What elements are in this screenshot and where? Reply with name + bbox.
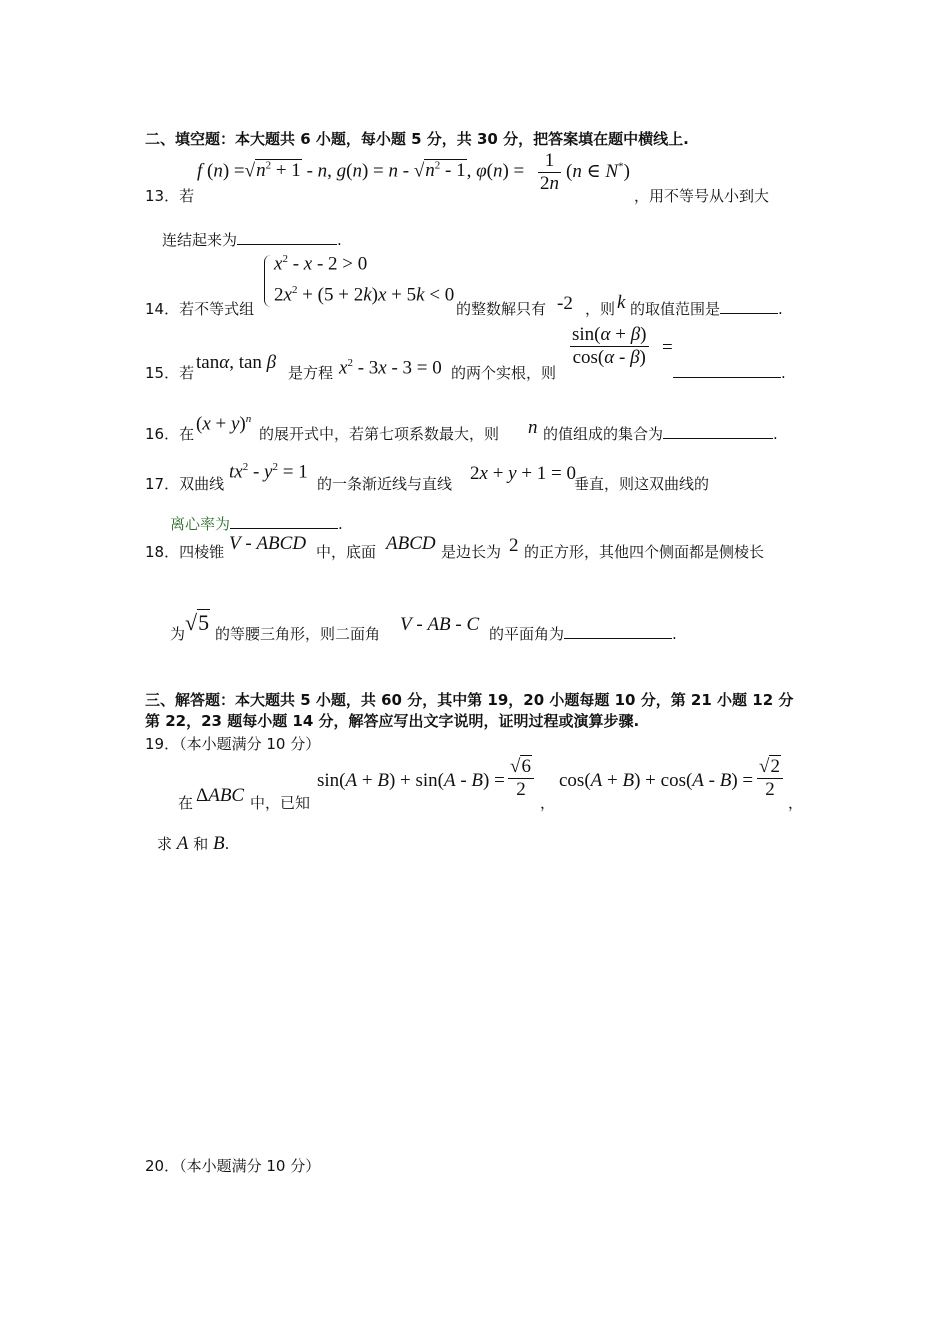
q19-ask <box>157 833 229 855</box>
q18-pyramid: V - ABCD <box>229 533 307 554</box>
q17-line2 <box>170 513 343 534</box>
q14-value: -2 <box>557 293 573 314</box>
q14-suffix-text: 的取值范围是 <box>630 300 721 318</box>
q19-eq1: sin(A + B) + sin(A - B) = <box>317 770 505 791</box>
q17-suffix: 垂直，则这双曲线的 <box>574 475 710 493</box>
q18-base: ABCD <box>386 533 436 554</box>
q16-suffix2 <box>543 423 778 444</box>
q19-mid: 中，已知 <box>250 794 311 812</box>
q14-end: . <box>778 300 783 318</box>
q15-equals: = <box>662 337 673 358</box>
q15-fraction: $\frac{\sin(\alpha + \beta)}{\cos(\alpha - \beta)}$ <box>572 324 647 368</box>
q18-answer-blank[interactable] <box>564 623 672 639</box>
q18-line2c <box>489 623 677 644</box>
section3-heading-line2 <box>145 710 639 731</box>
q13-formula: f $(n) =√n^2 + 1 - n$, $g(n) = n - √n^2 - 1$, φ(n) = <box>197 160 525 182</box>
q16-n: n <box>528 417 538 438</box>
q14-brace <box>264 255 271 307</box>
q19-prefix: 在 <box>178 794 194 812</box>
q18-end: . <box>672 625 677 643</box>
q19-ask-and: 和 <box>193 835 209 853</box>
q18-two: 2 <box>509 535 519 556</box>
q13-suffix: ，用不等号从小到大 <box>634 187 770 205</box>
q19-comma1: ， <box>540 794 556 812</box>
q19-triangle: ΔABC <box>196 785 245 806</box>
q13-end: . <box>337 231 342 249</box>
q16-suffix2-text: 的值组成的集合为 <box>543 425 664 443</box>
q17-number: 17．双曲线 <box>145 475 225 493</box>
q15-end: . <box>781 364 786 382</box>
q14-ineq1: $x^2 - x - 2 > 0$ <box>274 253 368 275</box>
q17-line: 2x + y + 1 = 0 <box>470 463 577 484</box>
q16-binomial: $(x + y)^n$ <box>196 413 252 435</box>
section3-heading-line2-text: 第 22，23 题每小题 14 分，解答应写出文字说明，证明过程或演算步骤 <box>145 712 634 730</box>
q15-answer <box>673 362 786 382</box>
q16-answer-blank[interactable] <box>663 423 773 439</box>
q19-title: 19．（本小题满分 10 分） <box>145 735 321 753</box>
q18-suffix: 的正方形，其他四个侧面都是侧棱长 <box>524 543 765 561</box>
q19-ask-A: A <box>176 833 189 854</box>
q13-line2-text: 连结起来为 <box>162 231 238 249</box>
q19-ask-B: B <box>212 833 225 854</box>
q19-eq1-fraction: $\frac{√6}{2}$ <box>508 756 534 801</box>
q18-line2b: 的等腰三角形，则二面角 <box>215 625 381 643</box>
q15-answer-blank[interactable] <box>673 362 781 378</box>
q13-fraction: $\frac{1}{2n}$ <box>540 150 559 194</box>
q18-mid1: 中，底面 <box>316 543 377 561</box>
q17-answer-blank[interactable] <box>230 513 338 529</box>
q14-k: k <box>617 292 626 313</box>
section3-heading-period: . <box>633 712 640 730</box>
q14-answer-blank[interactable] <box>720 298 778 314</box>
q18-line2a: 为 <box>170 625 186 643</box>
q13-number: 13．若 <box>145 187 195 205</box>
section2-heading-text: 二、填空题：本大题共 6 小题，每小题 5 分，共 30 分，把答案填在题中横线上 <box>145 130 684 148</box>
q15-mid: 是方程 <box>288 364 334 382</box>
q15-roots: tanα, tan β <box>196 352 277 373</box>
q14-number: 14．若不等式组 <box>145 300 255 318</box>
q13-domain: (n ∈ N*) <box>566 160 630 182</box>
q16-suffix1: 的展开式中，若第七项系数最大，则 <box>259 425 500 443</box>
q15-suffix: 的两个实根，则 <box>451 364 557 382</box>
q19-ask-prefix: 求 <box>157 835 173 853</box>
q19-comma2: ， <box>788 794 804 812</box>
section3-heading-line1: 三、解答题：本大题共 5 小题，共 60 分，其中第 19，20 小题每题 10 分，第 21 小题 12 分 <box>145 691 794 709</box>
q18-line2c-text: 的平面角为 <box>489 625 565 643</box>
q14-suffix <box>630 298 783 319</box>
q16-number: 16．在 <box>145 425 195 443</box>
section2-heading-period: . <box>683 130 689 148</box>
q20-title: 20．（本小题满分 10 分） <box>145 1157 321 1175</box>
q19-eq2-fraction: $\frac{√2}{2}$ <box>757 756 783 801</box>
q19-ask-end: . <box>224 835 230 853</box>
q14-ineq2: $2x^2 + (5 + 2k)x + 5k < 0$ <box>274 284 455 306</box>
q19-eq2: cos(A + B) + cos(A - B) = <box>559 770 754 791</box>
q17-mid: 的一条渐近线与直线 <box>317 475 453 493</box>
q17-end: . <box>338 515 343 533</box>
q18-number: 18．四棱锥 <box>145 543 225 561</box>
q17-hyperbola: $tx^2 - y^2 = 1$ <box>229 461 308 483</box>
q14-mid: 的整数解只有 <box>456 300 547 318</box>
section2-heading <box>145 128 689 149</box>
q15-equation: $x^2 - 3x - 3 = 0$ <box>339 357 442 379</box>
q18-sqrt5: √5 <box>185 610 210 635</box>
q18-mid2: 是边长为 <box>441 543 502 561</box>
q16-end: . <box>773 425 778 443</box>
q13-line2 <box>162 229 342 250</box>
q18-dihedral: V - AB - C <box>400 614 480 635</box>
q15-number: 15．若 <box>145 364 195 382</box>
q17-line2-text: 离心率为 <box>170 515 231 533</box>
q14-then: ，则 <box>585 300 616 318</box>
q13-answer-blank[interactable] <box>237 229 337 245</box>
